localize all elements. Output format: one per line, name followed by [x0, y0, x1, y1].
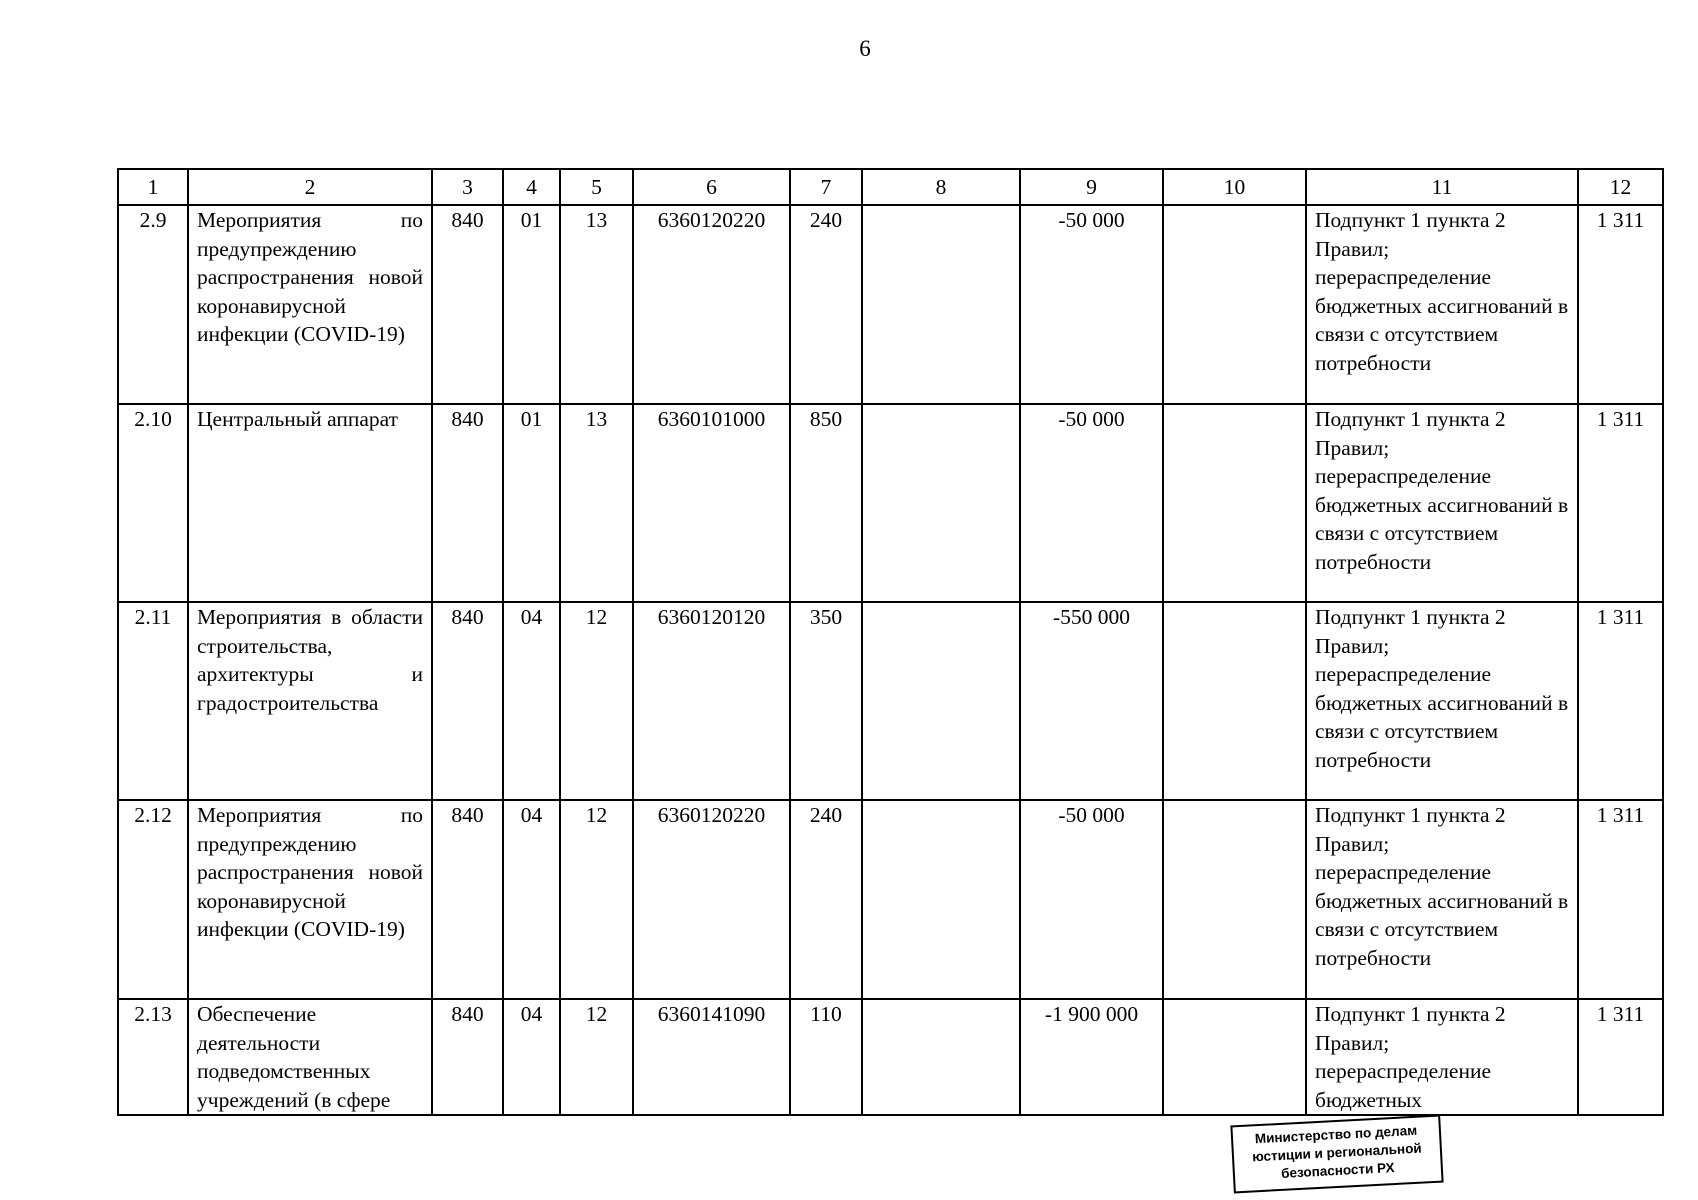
- row-number: 2.13: [118, 999, 188, 1115]
- cell-col7: 350: [790, 602, 862, 800]
- cell-col9: -550 000: [1020, 602, 1163, 800]
- cell-col3: 840: [432, 602, 503, 800]
- cell-col10: [1163, 404, 1306, 602]
- column-header: 1: [118, 169, 188, 205]
- cell-col5: 12: [560, 602, 633, 800]
- cell-col10: [1163, 602, 1306, 800]
- column-header: 4: [503, 169, 560, 205]
- row-name: Мероприятия по предупреждению распространения новой коронавирусной инфекции (COVID-19): [188, 800, 432, 999]
- cell-col9: -1 900 000: [1020, 999, 1163, 1115]
- row-basis: Подпункт 1 пункта 2 Правил; перераспределение бюджетных ассигнований в связи с отсутствием потребности: [1306, 800, 1578, 999]
- table-row: [118, 999, 1663, 1115]
- column-header: 11: [1306, 169, 1578, 205]
- row-name: Мероприятия по предупреждению распространения новой коронавирусной инфекции (COVID-19): [188, 205, 432, 404]
- row-number: 2.10: [118, 404, 188, 602]
- cell-col12: 1 311: [1578, 800, 1663, 999]
- cell-col9: -50 000: [1020, 205, 1163, 404]
- column-header: 5: [560, 169, 633, 205]
- ministry-stamp: [1230, 1115, 1443, 1194]
- column-header: 6: [633, 169, 790, 205]
- cell-col12: 1 311: [1578, 404, 1663, 602]
- cell-col4: 04: [503, 602, 560, 800]
- budget-changes-table: [117, 168, 1664, 1116]
- cell-col7: 240: [790, 800, 862, 999]
- cell-col8: [862, 800, 1020, 999]
- cell-col5: 12: [560, 800, 633, 999]
- column-header: 12: [1578, 169, 1663, 205]
- cell-col6: 6360101000: [633, 404, 790, 602]
- cell-col6: 6360141090: [633, 999, 790, 1115]
- column-header: 10: [1163, 169, 1306, 205]
- cell-col7: 240: [790, 205, 862, 404]
- cell-col3: 840: [432, 205, 503, 404]
- cell-col7: 850: [790, 404, 862, 602]
- column-header: 8: [862, 169, 1020, 205]
- cell-col8: [862, 404, 1020, 602]
- cell-col5: 13: [560, 404, 633, 602]
- column-header: 7: [790, 169, 862, 205]
- row-number: 2.11: [118, 602, 188, 800]
- row-name: Центральный аппарат: [188, 404, 432, 602]
- row-basis: Подпункт 1 пункта 2 Правил; перераспределение бюджетных ассигнований в связи с отсутствием потребности: [1306, 404, 1578, 602]
- cell-col5: 12: [560, 999, 633, 1115]
- cell-col7: 110: [790, 999, 862, 1115]
- cell-col4: 04: [503, 800, 560, 999]
- cell-col10: [1163, 999, 1306, 1115]
- row-name: Мероприятия в области строительства, архитектуры и градостроительства: [188, 602, 432, 800]
- cell-col10: [1163, 205, 1306, 404]
- cell-col6: 6360120220: [633, 205, 790, 404]
- table-header-row: [118, 169, 1663, 205]
- cell-col8: [862, 999, 1020, 1115]
- row-number: 2.9: [118, 205, 188, 404]
- stamp-line: юстиции и региональной: [1251, 1140, 1423, 1165]
- cell-col9: -50 000: [1020, 404, 1163, 602]
- cell-col4: 01: [503, 205, 560, 404]
- cell-col4: 04: [503, 999, 560, 1115]
- column-header: 3: [432, 169, 503, 205]
- cell-col3: 840: [432, 404, 503, 602]
- row-number: 2.12: [118, 800, 188, 999]
- cell-col12: 1 311: [1578, 205, 1663, 404]
- cell-col5: 13: [560, 205, 633, 404]
- row-basis: Подпункт 1 пункта 2 Правил; перераспределение бюджетных ассигнований в связи с отсутствием потребности: [1306, 205, 1578, 404]
- table-row: [118, 205, 1663, 404]
- stamp-line: безопасности РХ: [1280, 1160, 1395, 1181]
- cell-col4: 01: [503, 404, 560, 602]
- column-header: 2: [188, 169, 432, 205]
- row-basis: Подпункт 1 пункта 2 Правил; перераспределение бюджетных ассигнований в связи с отсутствием потребности: [1306, 602, 1578, 800]
- cell-col3: 840: [432, 800, 503, 999]
- cell-col8: [862, 602, 1020, 800]
- row-basis: Подпункт 1 пункта 2 Правил; перераспределение бюджетных: [1306, 999, 1578, 1115]
- cell-col6: 6360120120: [633, 602, 790, 800]
- column-header: 9: [1020, 169, 1163, 205]
- cell-col9: -50 000: [1020, 800, 1163, 999]
- table-row: [118, 800, 1663, 999]
- cell-col8: [862, 205, 1020, 404]
- table-row: [118, 404, 1663, 602]
- cell-col3: 840: [432, 999, 503, 1115]
- stamp-line: Министерство по делам: [1254, 1122, 1418, 1147]
- page-number: 6: [859, 36, 871, 61]
- table-row: [118, 602, 1663, 800]
- cell-col10: [1163, 800, 1306, 999]
- cell-col12: 1 311: [1578, 602, 1663, 800]
- row-name: Обеспечение деятельности подведомственных учреждений (в сфере: [188, 999, 432, 1115]
- cell-col6: 6360120220: [633, 800, 790, 999]
- cell-col12: 1 311: [1578, 999, 1663, 1115]
